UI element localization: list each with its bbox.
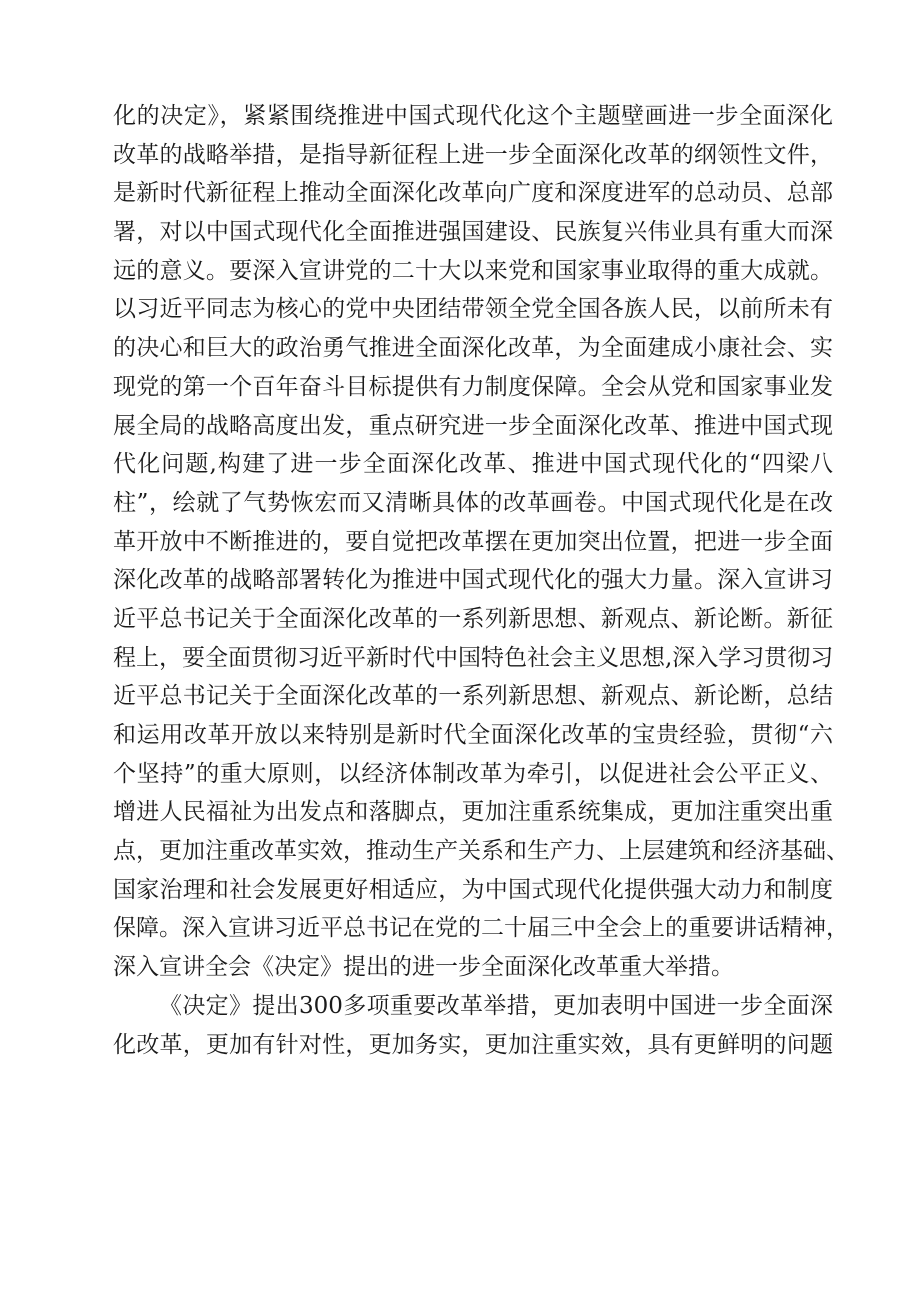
paragraph xyxy=(113,97,849,987)
text-line: 革开放中不断推进的，要自觉把改革摆在更加突出位置，把进一步全面 xyxy=(113,528,833,555)
text-line: 展全局的战略高度出发，重点研究进一步全面深化改革、推进中国式现 xyxy=(113,412,833,439)
text-line: 《决定》提出300多项重要改革举措，更加表明中国进一步全面深 xyxy=(159,992,833,1019)
text-line: 署，对以中国式现代化全面推进强国建设、民族复兴伟业具有重大而深 xyxy=(113,219,833,246)
text-line: 深化改革的战略部署转化为推进中国式现代化的强大力量。深入宣讲习 xyxy=(113,567,833,594)
text-line: 现党的第一个百年奋斗目标提供有力制度保障。全会从党和国家事业发 xyxy=(113,373,833,400)
text-line: 保障。深入宣讲习近平总书记在党的二十届三中全会上的重要讲话精神， xyxy=(113,915,849,942)
text-line: 增进人民福祉为出发点和落脚点，更加注重系统集成，更加注重突出重 xyxy=(113,799,833,826)
text-line: 程上，要全面贯彻习近平新时代中国特色社会主义思想,深入学习贯彻习 xyxy=(113,644,834,671)
body-text xyxy=(113,97,849,1064)
text-line: 化改革，更加有针对性，更加务实，更加注重实效，具有更鲜明的问题 xyxy=(113,1031,833,1058)
text-line: 个坚持”的重大原则，以经济体制改革为牵引，以促进社会公平正义、 xyxy=(113,760,833,787)
text-line: 国家治理和社会发展更好相适应，为中国式现代化提供强大动力和制度 xyxy=(113,876,833,903)
text-line: 以习近平同志为核心的党中央团结带领全党全国各族人民，以前所未有 xyxy=(113,296,833,323)
text-line: 柱”，绘就了气势恢宏而又清晰具体的改革画卷。中国式现代化是在改 xyxy=(113,489,833,516)
text-line: 的决心和巨大的政治勇气推进全面深化改革，为全面建成小康社会、实 xyxy=(113,335,833,362)
text-line: 远的意义。要深入宣讲党的二十大以来党和国家事业取得的重大成就。 xyxy=(113,257,833,284)
text-line: 近平总书记关于全面深化改革的一系列新思想、新观点、新论断。新征 xyxy=(113,605,833,632)
text-line: 点，更加注重改革实效，推动生产关系和生产力、上层建筑和经济基础、 xyxy=(113,838,849,865)
text-line: 代化问题,构建了进一步全面深化改革、推进中国式现代化的“四梁八 xyxy=(113,451,833,478)
text-line: 深入宣讲全会《决定》提出的进一步全面深化改革重大举措。 xyxy=(113,954,734,981)
text-line: 改革的战略举措，是指导新征程上进一步全面深化改革的纲领性文件， xyxy=(113,141,833,168)
text-line: 近平总书记关于全面深化改革的一系列新思想、新观点、新论断，总结 xyxy=(113,683,833,710)
text-line: 化的决定》，紧紧围绕推进中国式现代化这个主题壁画进一步全面深化 xyxy=(113,103,833,129)
text-line: 和运用改革开放以来特别是新时代全面深化改革的宝贵经验，贯彻“六 xyxy=(113,722,833,748)
text-line: 是新时代新征程上推动全面深化改革向广度和深度进军的总动员、总部 xyxy=(113,180,833,207)
paragraph xyxy=(113,987,833,1064)
